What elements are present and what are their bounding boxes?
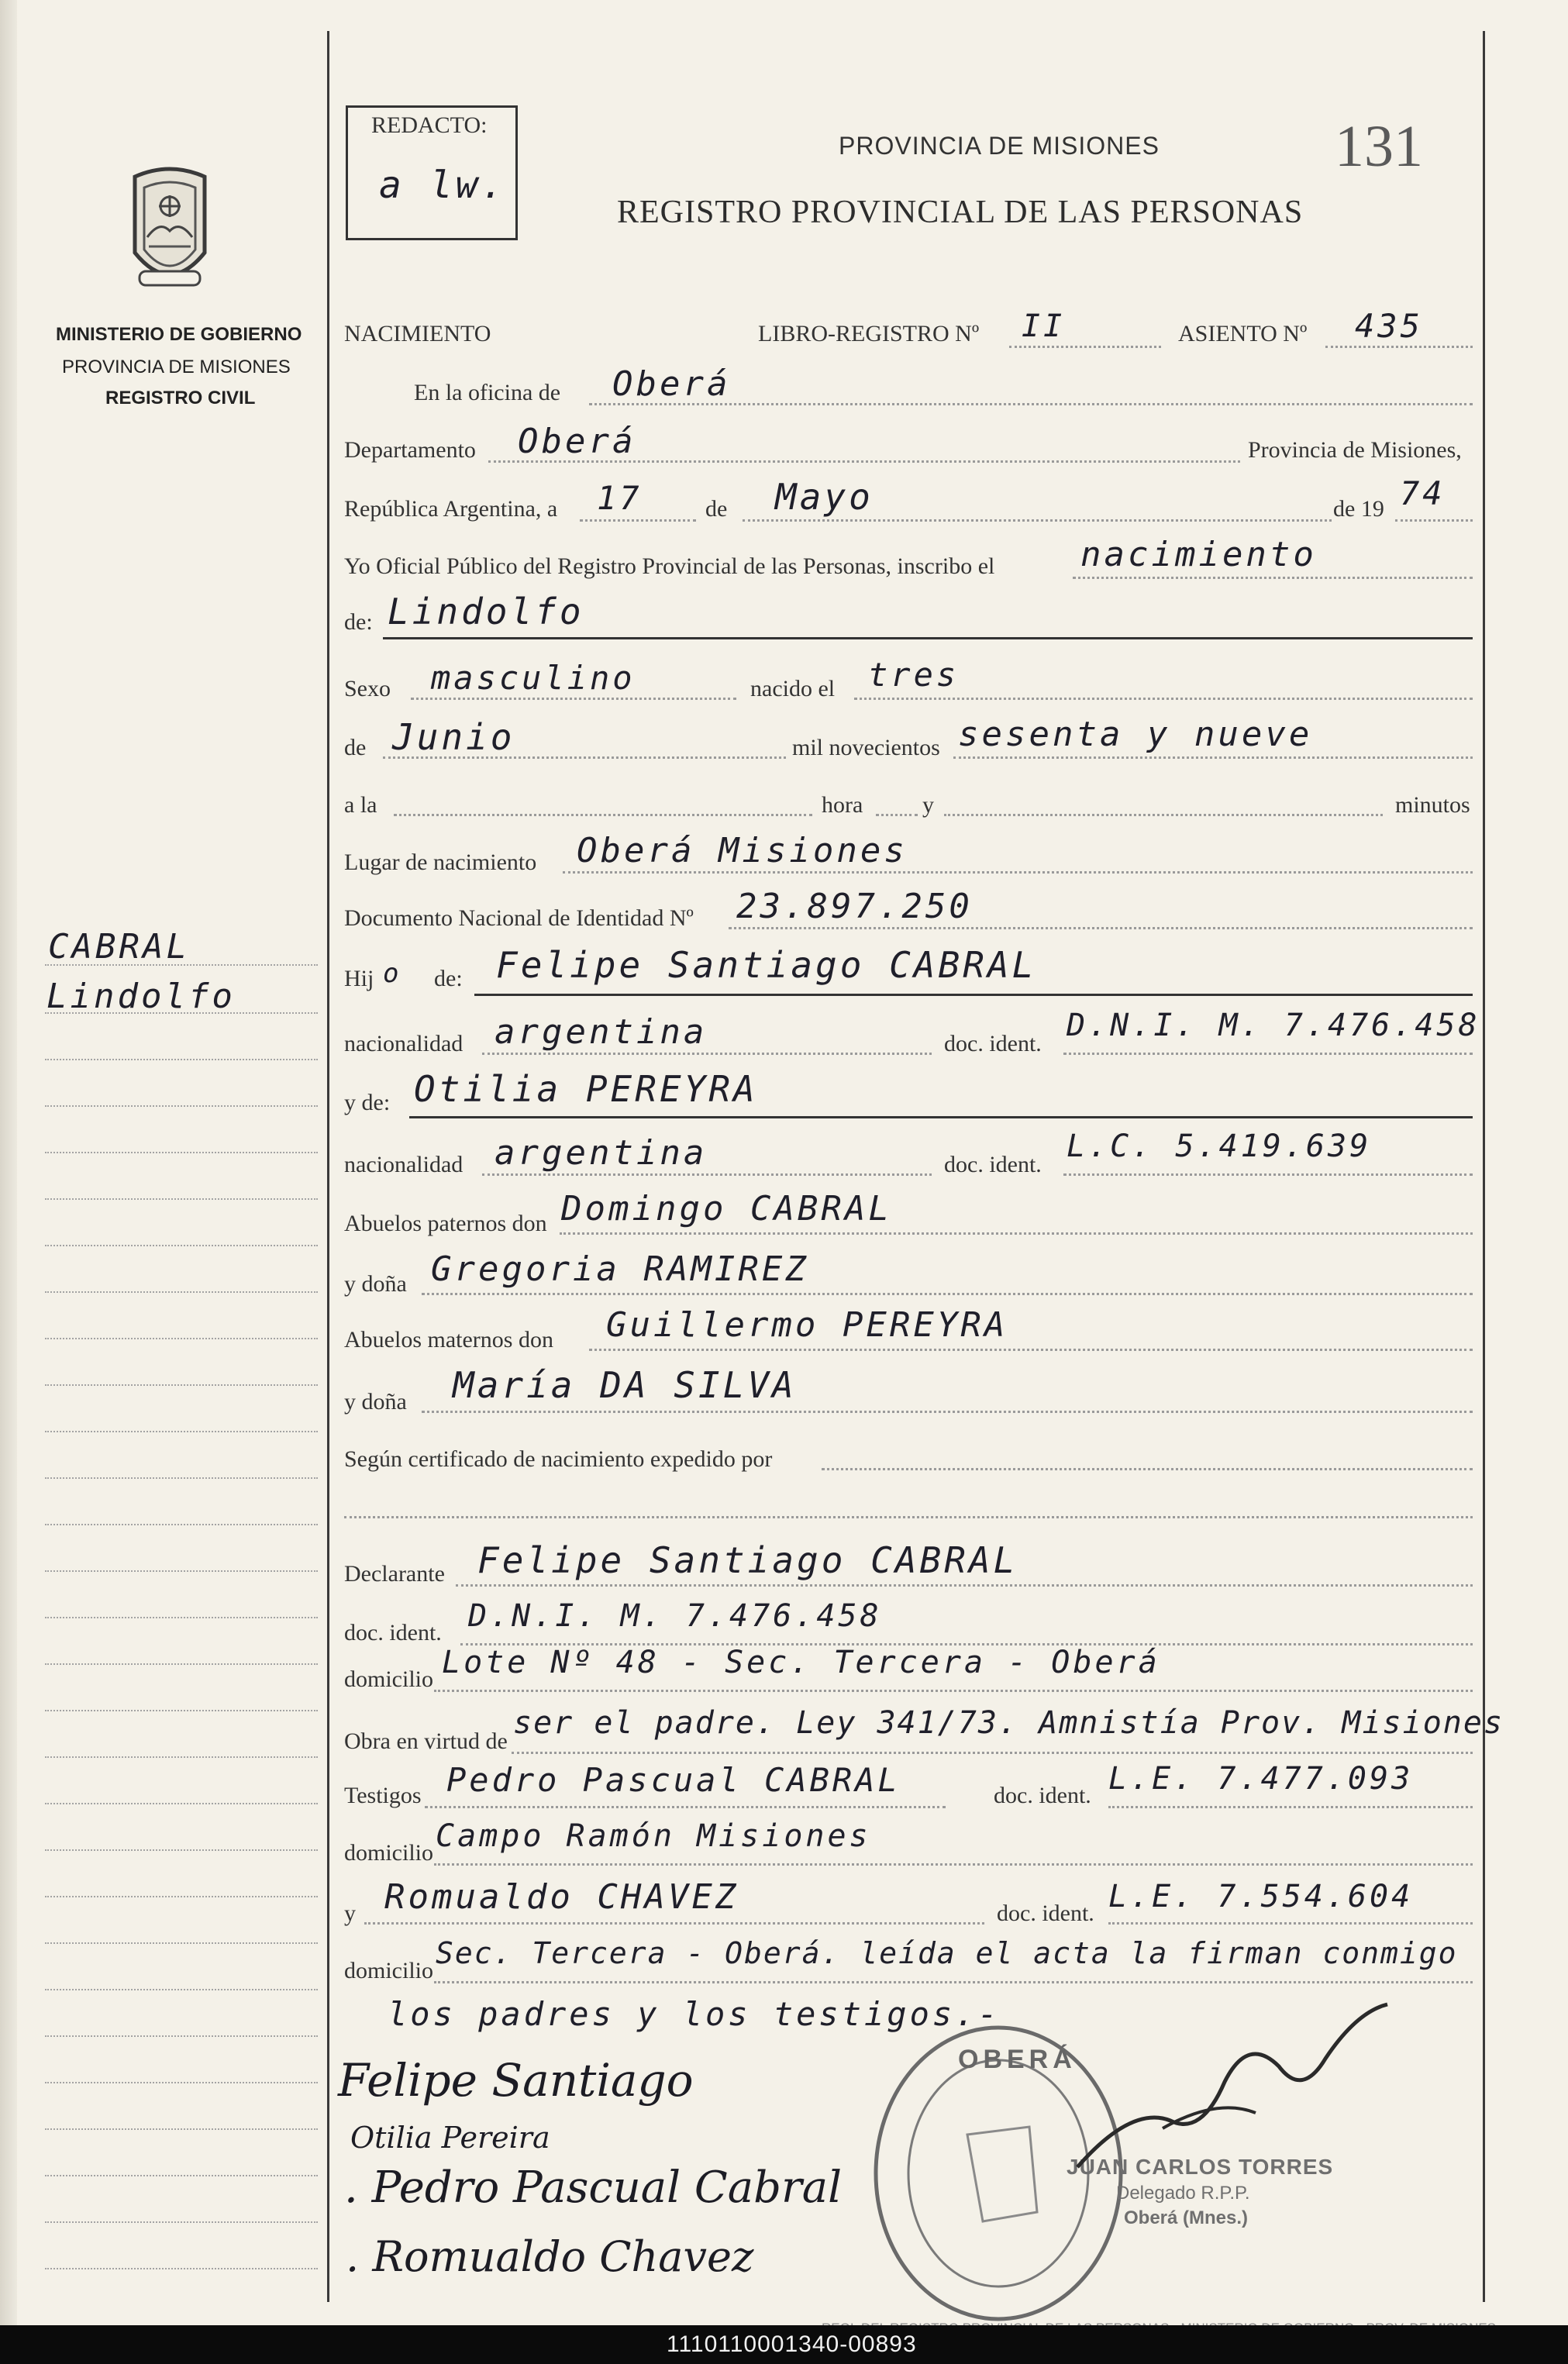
mes-line <box>743 519 1332 522</box>
margin-surname: CABRAL <box>48 927 190 967</box>
padre-nacionalidad-line <box>482 1053 932 1055</box>
dni-line <box>729 927 1473 929</box>
testigo2-doc-line <box>1108 1922 1473 1925</box>
testigo2-line <box>364 1922 984 1925</box>
inscribo-value: nacimiento <box>1080 535 1317 574</box>
margin-line <box>45 1152 318 1153</box>
abuelo-paterno-line <box>560 1232 1473 1235</box>
obra-value: ser el padre. Ley 341/73. Amnistía Prov. Misiones <box>513 1705 1504 1741</box>
testigo2-domicilio-label: domicilio <box>344 1958 433 1983</box>
dni-value: 23.897.250 <box>736 887 973 926</box>
margin-line <box>45 1059 318 1060</box>
margin-line <box>45 2268 318 2269</box>
left-border-line <box>327 31 329 2302</box>
signature-otilia: Otilia Pereira <box>350 2121 550 2155</box>
declarante-doc-label: doc. ident. <box>344 1620 442 1645</box>
hijo-suffix-value: o <box>383 958 402 989</box>
padre-rule <box>474 994 1473 996</box>
abuela-materna-value: María DA SILVA <box>453 1364 797 1406</box>
abuelos-paternos-label: Abuelos paternos don <box>344 1211 547 1236</box>
nombre-value: Lindolfo <box>388 591 584 632</box>
hijo-label: Hij <box>344 966 374 991</box>
nacido-de-label: de <box>344 735 367 760</box>
dni-label: Documento Nacional de Identidad Nº <box>344 905 694 931</box>
padre-doc-line <box>1063 1053 1473 1055</box>
margin-line <box>45 2221 318 2223</box>
margin-line <box>45 1710 318 1711</box>
inscribo-line <box>1073 577 1473 579</box>
segun-line <box>822 1468 1473 1470</box>
nombre-rule <box>383 637 1473 639</box>
lugar-value: Oberá Misiones <box>577 831 908 870</box>
anio-value: 74 <box>1400 474 1446 512</box>
abuela-materna-line <box>422 1411 1473 1413</box>
declarante-label: Declarante <box>344 1561 445 1587</box>
official-title: Delegado R.P.P. <box>1116 2183 1250 2204</box>
abuelo-materno-value: Guillermo PEREYRA <box>606 1305 1008 1345</box>
dia-value: 17 <box>597 479 643 517</box>
margin-line <box>45 1012 318 1014</box>
testigo1-value: Pedro Pascual CABRAL <box>446 1761 901 1799</box>
madre-nacionalidad-line <box>482 1173 932 1176</box>
margin-line <box>45 1524 318 1525</box>
anio-label: de 19 <box>1333 496 1384 522</box>
nacimiento-label: NACIMIENTO <box>344 321 491 346</box>
madre-doc-label: doc. ident. <box>944 1152 1042 1177</box>
testigo2-label: y <box>344 1901 356 1926</box>
obra-line <box>512 1752 1473 1754</box>
oficina-label: En la oficina de <box>414 380 561 405</box>
margin-line <box>45 1942 318 1944</box>
margin-line <box>45 1896 318 1897</box>
nacido-dia-value: tres <box>868 656 960 694</box>
official-signature <box>1070 1989 1403 2190</box>
lugar-line <box>563 871 1473 874</box>
segun-line-2 <box>344 1516 1473 1518</box>
madre-rule <box>409 1116 1473 1118</box>
a-la-label: a la <box>344 792 377 818</box>
libro-value: II <box>1022 308 1066 344</box>
padre-nacionalidad-label: nacionalidad <box>344 1031 464 1056</box>
margin-line <box>45 1617 318 1618</box>
sexo-label: Sexo <box>344 676 391 701</box>
asiento-label: ASIENTO Nº <box>1178 321 1308 346</box>
ministry-label: MINISTERIO DE GOBIERNO <box>56 324 302 345</box>
padre-nacionalidad-value: argentina <box>495 1012 708 1052</box>
nacido-mes-value: Junio <box>392 716 515 758</box>
official-place: Oberá (Mnes.) <box>1124 2207 1249 2228</box>
sexo-line <box>411 698 736 700</box>
margin-line <box>45 1849 318 1851</box>
y-label: y <box>922 792 934 818</box>
declarante-domicilio-label: domicilio <box>344 1666 433 1692</box>
right-border-line <box>1483 31 1485 2302</box>
republica-label: República Argentina, a <box>344 496 558 522</box>
testigo1-doc-value: L.E. 7.477.093 <box>1108 1761 1414 1797</box>
testigo2-value: Romualdo CHAVEZ <box>384 1877 739 1917</box>
minutos-label: minutos <box>1395 792 1470 818</box>
testigo2-domicilio-line <box>434 1981 1473 1983</box>
mes-value: Mayo <box>775 476 874 518</box>
anio-line <box>1395 519 1473 522</box>
emblem-province-label: PROVINCIA DE MISIONES <box>62 357 291 377</box>
margin-line <box>45 1803 318 1804</box>
testigo1-domicilio-line <box>434 1863 1473 1866</box>
padre-doc-label: doc. ident. <box>944 1031 1042 1056</box>
obra-label: Obra en virtud de <box>344 1728 508 1754</box>
testigo2-doc-value: L.E. 7.554.604 <box>1108 1879 1414 1914</box>
padre-value: Felipe Santiago CABRAL <box>496 944 1037 986</box>
margin-line <box>45 1431 318 1432</box>
province-title: PROVINCIA DE MISIONES <box>839 132 1160 160</box>
madre-doc-line <box>1063 1173 1473 1176</box>
margin-line <box>45 964 318 966</box>
hijo-de-label: de: <box>434 966 463 991</box>
stamp-top-text: OBERÁ <box>958 2045 1077 2074</box>
margin-line <box>45 1291 318 1293</box>
nombre-label: de: <box>344 609 373 635</box>
departamento-label: Departamento <box>344 437 476 463</box>
declarante-domicilio-line <box>434 1690 1473 1692</box>
closing-text: los padres y los testigos.- <box>388 1995 1001 2033</box>
abuelos-maternos-label: Abuelos maternos don <box>344 1327 553 1353</box>
binder-edge <box>0 0 17 2364</box>
madre-doc-value: L.C. 5.419.639 <box>1067 1129 1372 1164</box>
nacido-anio-line <box>953 756 1473 759</box>
abuela-materna-label: y doña <box>344 1389 407 1415</box>
testigo1-line <box>425 1806 946 1808</box>
margin-line <box>45 2128 318 2130</box>
madre-label: y de: <box>344 1090 391 1115</box>
margin-line <box>45 1245 318 1246</box>
testigo1-doc-label: doc. ident. <box>994 1783 1091 1808</box>
folio-number: 131 <box>1335 114 1423 179</box>
testigo1-doc-line <box>1108 1806 1473 1808</box>
testigo2-domicilio-value: Sec. Tercera - Oberá. leída el acta la firman conmigo <box>436 1936 1458 1970</box>
madre-value: Otilia PEREYRA <box>414 1068 758 1110</box>
signature-pedro: . Pedro Pascual Cabral <box>344 2162 843 2213</box>
signature-felipe: Felipe Santiago <box>338 2054 694 2107</box>
margin-line <box>45 1105 318 1107</box>
de-label: de <box>705 496 728 522</box>
segun-label: Según certificado de nacimiento expedido por <box>344 1446 773 1472</box>
mil-label: mil novecientos <box>792 735 940 760</box>
registry-title: REGISTRO PROVINCIAL DE LAS PERSONAS <box>617 195 1304 230</box>
signature-romualdo: . Romualdo Chavez <box>346 2232 754 2281</box>
margin-name: Lindolfo <box>47 977 236 1016</box>
abuela-paterna-label: y doña <box>344 1271 407 1297</box>
nacido-label: nacido el <box>750 676 836 701</box>
official-name: JUAN CARLOS TORRES <box>1067 2155 1334 2179</box>
asiento-line <box>1325 346 1473 348</box>
hora-label: hora <box>822 792 863 818</box>
libro-label: LIBRO-REGISTRO Nº <box>758 321 980 346</box>
margin-line <box>45 1477 318 1479</box>
margin-line <box>45 2175 318 2176</box>
sexo-value: masculino <box>431 659 636 697</box>
provincial-seal-icon <box>121 166 219 295</box>
testigos-label: Testigos <box>344 1783 422 1808</box>
margin-line <box>45 1198 318 1200</box>
footer-bar <box>0 2325 1568 2364</box>
departamento-value: Oberá <box>518 422 636 461</box>
minutos-line <box>944 814 1383 816</box>
asiento-value: 435 <box>1355 307 1423 345</box>
declarante-domicilio-value: Lote Nº 48 - Sec. Tercera - Oberá <box>442 1645 1160 1680</box>
barcode-text: 1110110001340-00893 <box>667 2331 917 2357</box>
abuela-paterna-line <box>422 1293 1473 1295</box>
margin-line <box>45 1756 318 1758</box>
redacto-value: a lw. <box>379 164 507 207</box>
nacido-line <box>854 698 1473 700</box>
testigo2-doc-label: doc. ident. <box>997 1901 1094 1926</box>
margin-line <box>45 1663 318 1665</box>
provincia-label: Provincia de Misiones, <box>1248 437 1462 463</box>
oficial-label: Yo Oficial Público del Registro Provincial de las Personas, inscribo el <box>344 553 995 579</box>
abuelo-paterno-value: Domingo CABRAL <box>561 1189 892 1229</box>
margin-line <box>45 1338 318 1339</box>
margin-line <box>45 2035 318 2037</box>
redacto-label: REDACTO: <box>371 112 488 138</box>
margin-line <box>45 1570 318 1572</box>
madre-nacionalidad-label: nacionalidad <box>344 1152 464 1177</box>
declarante-doc-value: D.N.I. M. 7.476.458 <box>468 1598 882 1634</box>
hora-line <box>394 814 812 816</box>
redacto-box <box>346 105 518 240</box>
declarante-line <box>456 1584 1473 1587</box>
libro-line <box>1009 346 1161 348</box>
testigo1-domicilio-label: domicilio <box>344 1840 433 1866</box>
lugar-label: Lugar de nacimiento <box>344 849 537 875</box>
testigo1-domicilio-value: Campo Ramón Misiones <box>436 1818 871 1854</box>
margin-line <box>45 1989 318 1990</box>
nacido-anio-value: sesenta y nueve <box>958 715 1313 754</box>
padre-doc-value: D.N.I. M. 7.476.458 <box>1067 1008 1480 1043</box>
margin-line <box>45 2082 318 2083</box>
abuelo-materno-line <box>589 1349 1473 1351</box>
civil-registry-label: REGISTRO CIVIL <box>105 388 256 408</box>
abuela-paterna-value: Gregoria RAMIREZ <box>431 1249 809 1289</box>
margin-line <box>45 1384 318 1386</box>
oficina-value: Oberá <box>612 364 731 404</box>
dia-line <box>580 519 696 522</box>
hora-line-2 <box>876 814 918 816</box>
madre-nacionalidad-value: argentina <box>495 1133 708 1173</box>
declarante-value: Felipe Santiago CABRAL <box>477 1539 1018 1581</box>
